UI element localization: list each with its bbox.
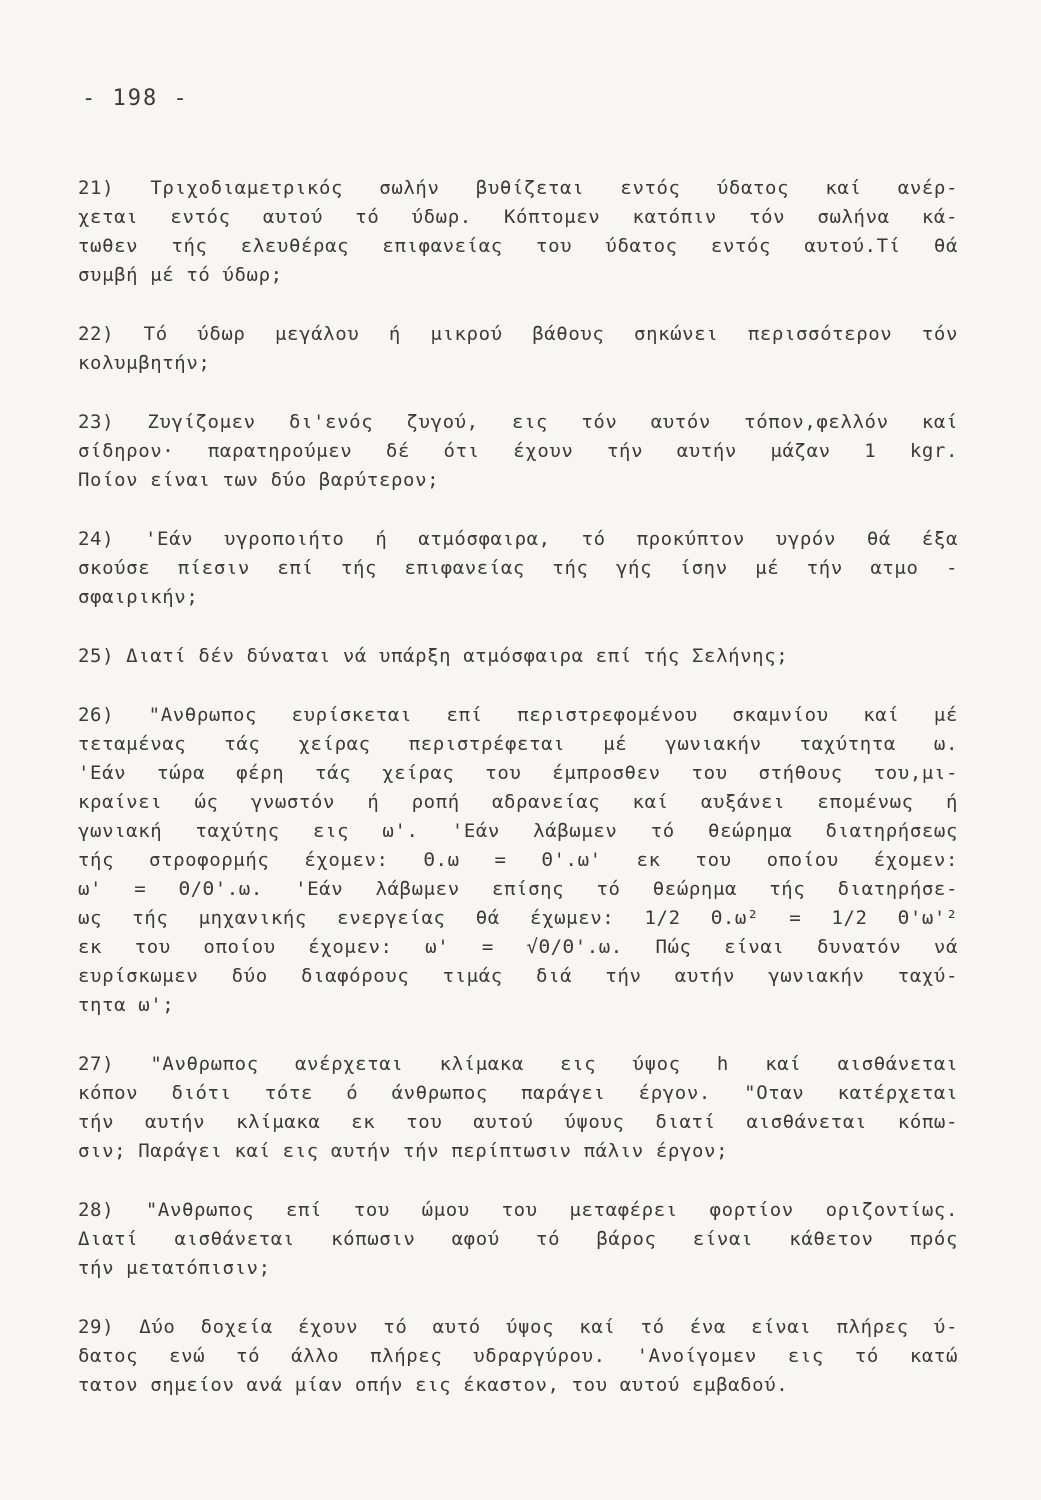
question-line: 29) Δύο δοχεία έχουν τό αυτό ύψος καί τό ένα είναι πλήρες ύ- [78,1316,958,1338]
question-item [78,525,958,612]
question-line: 25) Διατί δέν δύναται νά υπάρξη ατμόσφαιρα επί τής Σελήνης; [78,645,789,667]
question-line: τήν αυτήν κλίμακα εκ του αυτού ύψους διατί αισθάνεται κόπω- [78,1111,958,1133]
question-line: κραίνει ώς γνωστόν ή ροπή αδρανείας καί αυξάνει επομένως ή [78,791,958,813]
question-item [78,320,958,378]
page-number: - 198 - [82,86,189,111]
question-line: ως τής μηχανικής ενεργείας θά έχωμεν: 1/2 Θ.ω² = 1/2 Θ'ω'² [78,907,958,929]
question-line: τεταμένας τάς χείρας περιστρέφεται μέ γωνιακήν ταχύτητα ω. [78,733,958,755]
question-line: 'Εάν τώρα φέρη τάς χείρας του έμπροσθεν του στήθους του,μι- [78,762,958,784]
question-item [78,1313,958,1400]
question-line: χεται εντός αυτού τό ύδωρ. Κόπτομεν κατόπιν τόν σωλήνα κά- [78,206,958,228]
question-list [78,174,958,1430]
question-line: Ποίον είναι των δύο βαρύτερον; [78,469,440,491]
question-line: ευρίσκωμεν δύο διαφόρους τιμάς διά τήν αυτήν γωνιακήν ταχύ- [78,965,958,987]
question-line: σιν; Παράγει καί εις αυτήν τήν περίπτωσιν πάλιν έργον; [78,1140,729,1162]
question-line: 27) "Ανθρωπος ανέρχεται κλίμακα εις ύψος h καί αισθάνεται [78,1053,958,1075]
question-line: 22) Τό ύδωρ μεγάλου ή μικρού βάθους σηκώνει περισσότερον τόν [78,323,958,345]
question-item [78,408,958,495]
question-line: δατος ενώ τό άλλο πλήρες υδραργύρου. 'Ανοίγομεν εις τό κατώ [78,1345,958,1367]
question-line: εκ του οποίου έχομεν: ω' = √Θ/Θ'.ω. Πώς είναι δυνατόν νά [78,936,958,958]
question-line: σφαιρικήν; [78,586,199,608]
question-item [78,174,958,290]
question-item [78,642,958,671]
question-line: 24) 'Εάν υγροποιήτο ή ατμόσφαιρα, τό προκύπτον υγρόν θά έξα [78,528,958,550]
question-line: τητα ω'; [78,994,175,1016]
question-line: τωθεν τής ελευθέρας επιφανείας του ύδατος εντός αυτού.Τί θά [78,235,958,257]
question-item [78,701,958,1020]
question-line: ω' = Θ/Θ'.ω. 'Εάν λάβωμεν επίσης τό θεώρημα τής διατηρήσε- [78,878,958,900]
question-line: σίδηρον· παρατηρούμεν δέ ότι έχουν τήν αυτήν μάζαν 1 kgr. [78,440,958,462]
question-line: συμβή μέ τό ύδωρ; [78,264,283,286]
question-line: τής στροφορμής έχομεν: Θ.ω = Θ'.ω' εκ του οποίου έχομεν: [78,849,958,871]
question-line: Διατί αισθάνεται κόπωσιν αφού τό βάρος είναι κάθετον πρός [78,1228,958,1250]
question-line: τήν μετατόπισιν; [78,1257,271,1279]
question-line: κόπον διότι τότε ό άνθρωπος παράγει έργον. "Οταν κατέρχεται [78,1082,958,1104]
question-item [78,1196,958,1283]
question-line: 21) Τριχοδιαμετρικός σωλήν βυθίζεται εντός ύδατος καί ανέρ- [78,177,958,199]
question-item [78,1050,958,1166]
question-line: 26) "Ανθρωπος ευρίσκεται επί περιστρεφομένου σκαμνίου καί μέ [78,704,958,726]
question-line: σκούσε πίεσιν επί τής επιφανείας τής γής ίσην μέ τήν ατμο - [78,557,958,579]
question-line: 28) "Ανθρωπος επί του ώμου του μεταφέρει φορτίον οριζοντίως. [78,1199,958,1221]
question-line: 23) Ζυγίζομεν δι'ενός ζυγού, εις τόν αυτόν τόπον,φελλόν καί [78,411,958,433]
question-line: γωνιακή ταχύτης εις ω'. 'Εάν λάβωμεν τό θεώρημα διατηρήσεως [78,820,958,842]
question-line: κολυμβητήν; [78,352,211,374]
question-line: τατον σημείον ανά μίαν οπήν εις έκαστον, του αυτού εμβαδού. [78,1374,789,1396]
